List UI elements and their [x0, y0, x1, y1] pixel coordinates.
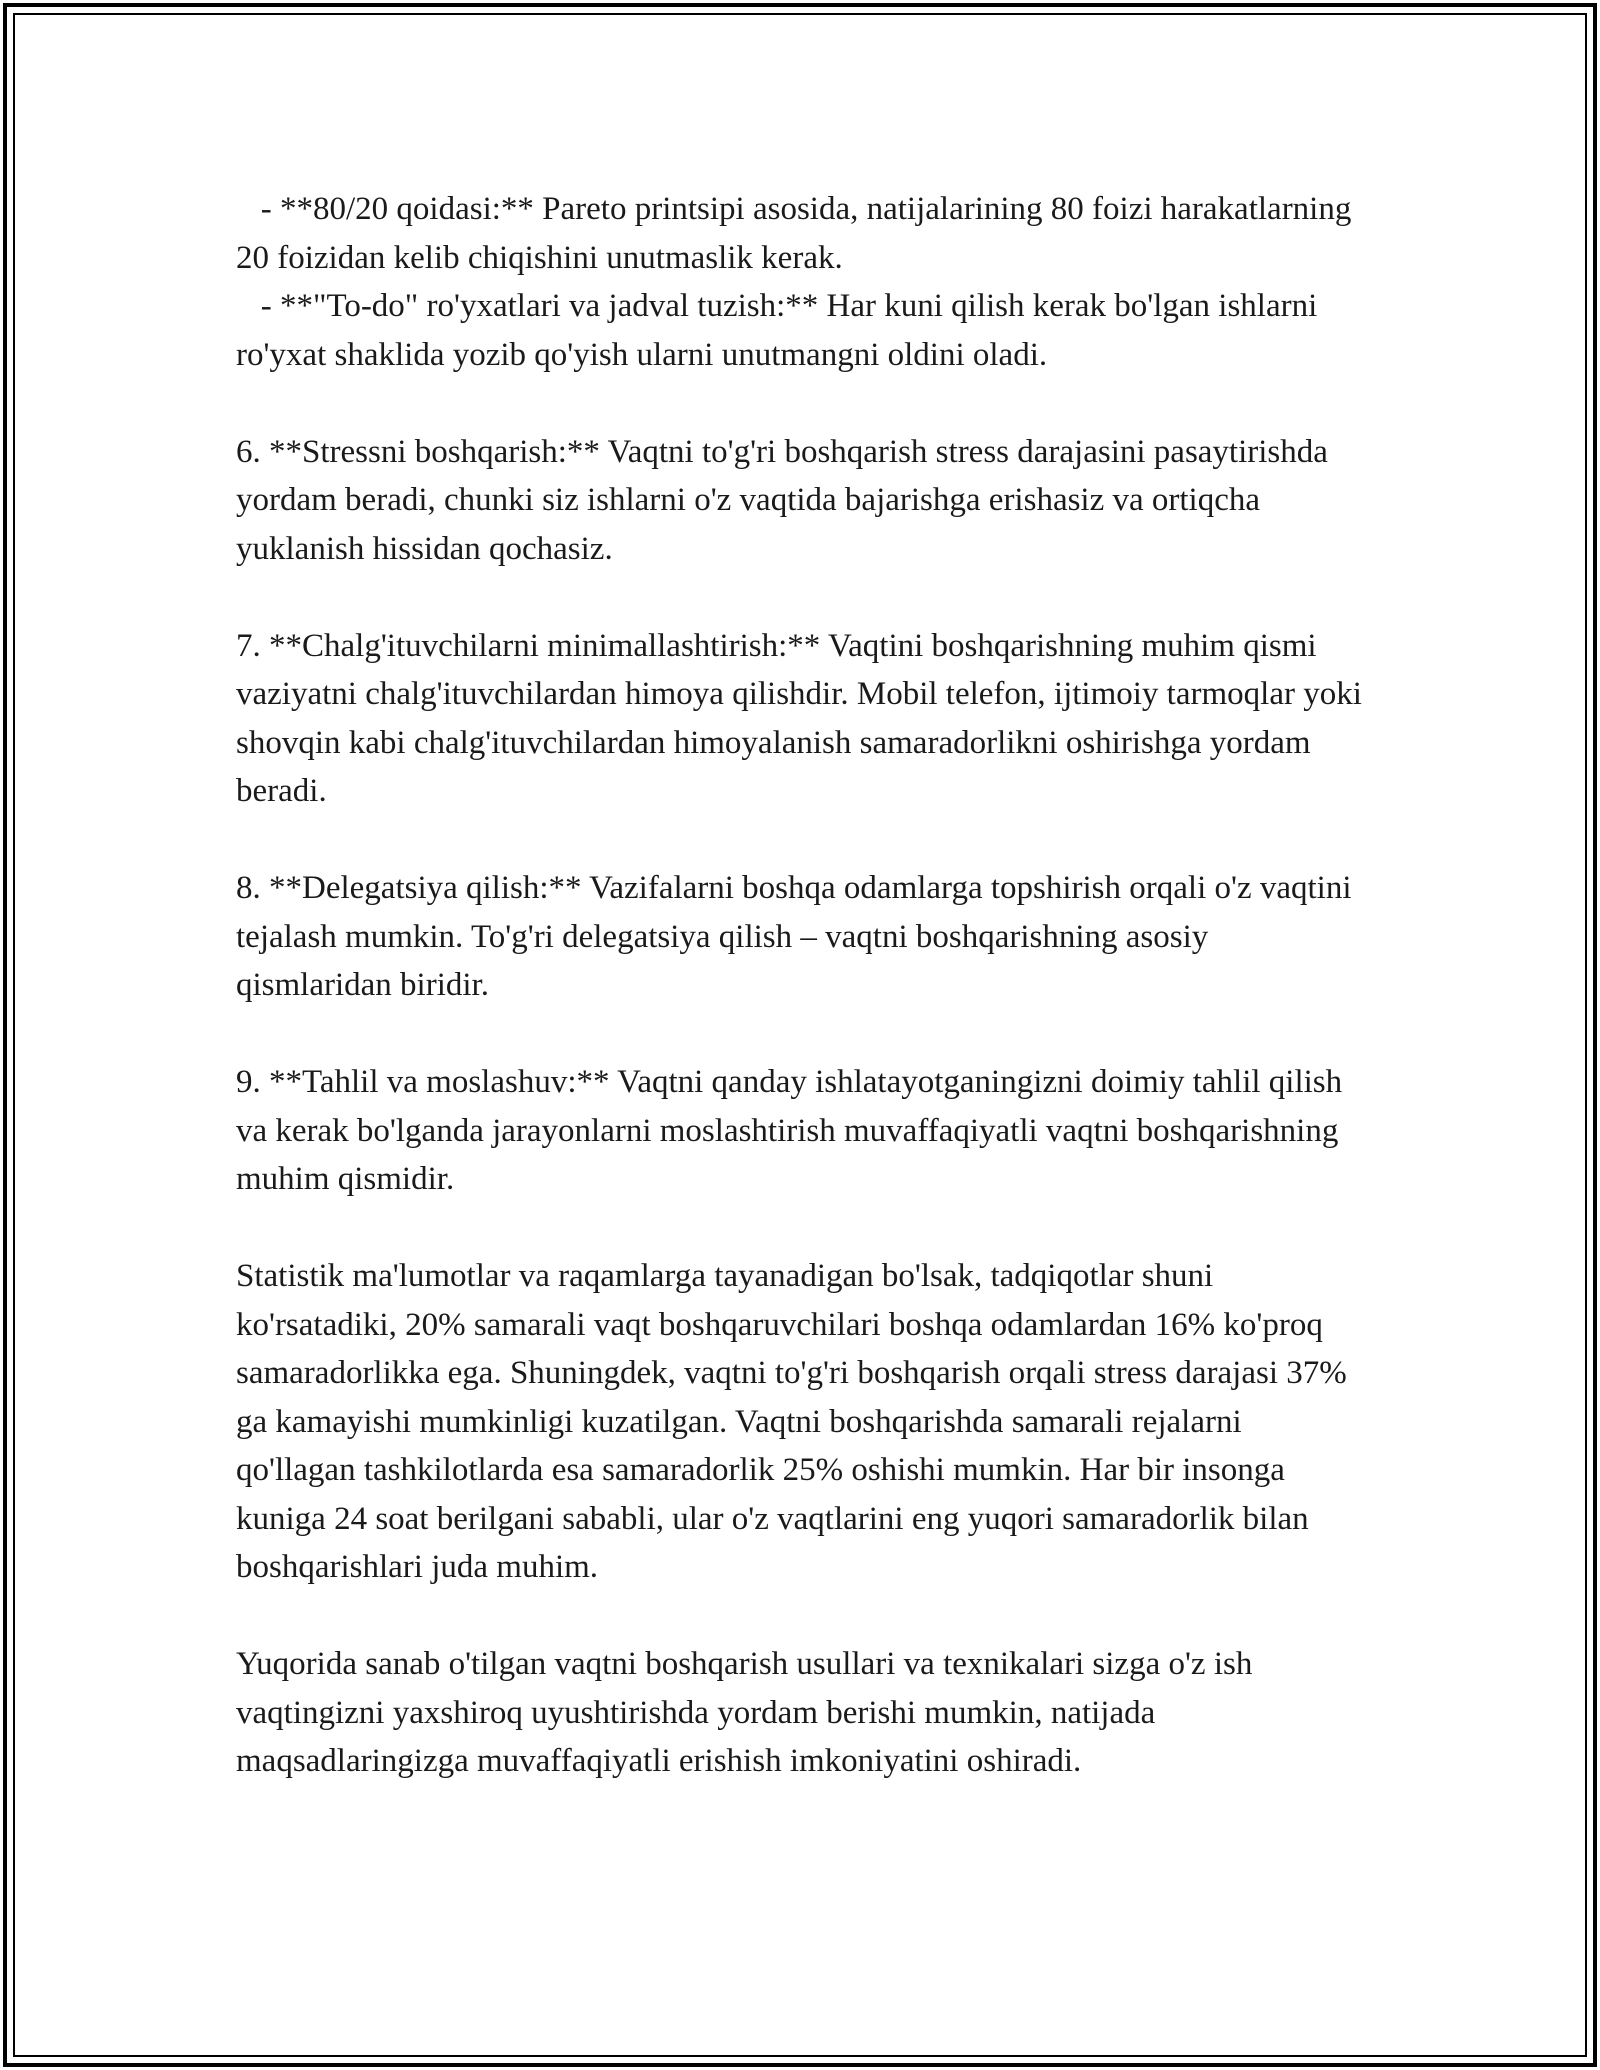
- item-6-stress-management: 6. **Stressni boshqarish:** Vaqtni to'g'ri boshqarish stress darajasini pasaytirishda yordam beradi, chunki siz ishlarni o'z vaqtida bajarishga erishasiz va ortiqcha yuklanish hissidan qochasiz.: [236, 433, 1337, 567]
- document-body: [236, 185, 1371, 1786]
- item-8-delegation: 8. **Delegatsiya qilish:** Vazifalarni boshqa odamlarga topshirish orqali o'z vaqtini tejalash mumkin. To'g'ri delegatsiya qilish – vaqtni boshqarishning asosiy qismlaridan biridir.: [236, 870, 1360, 1003]
- bullet-todo-lists: - **"To-do" ro'yxatlari va jadval tuzish:** Har kuni qilish kerak bo'lgan ishlarni ro'yxat shaklida yozib qo'yish ularni unutmangni oldini oladi.: [236, 288, 1326, 373]
- statistics-paragraph: Statistik ma'lumotlar va raqamlarga tayanadigan bo'lsak, tadqiqotlar shuni ko'rsatadiki, 20% samarali vaqt boshqaruvchilari boshqa odamlardan 16% ko'proq samaradorlikka ega. Shuningdek, vaqtni to'g'ri boshqarish orqali stress darajasi 37% ga kamayishi mumkinligi kuzatilgan. Vaqtni boshqarishda samarali rejalarni qo'llagan tashkilotlarda esa samaradorlik 25% oshishi mumkin. Har bir insonga kuniga 24 soat berilgani sababli, ular o'z vaqtlarini eng yuqori samaradorlik bilan boshqarishlari juda muhim.: [236, 1258, 1355, 1585]
- conclusion-paragraph: Yuqorida sanab o'tilgan vaqtni boshqarish usullari va texnikalari sizga o'z ish vaqtingizni yaxshiroq uyushtirishda yordam berishi mumkin, natijada maqsadlaringizga muvaffaqiyatli erishish imkoniyatini oshiradi.: [236, 1646, 1261, 1779]
- bullet-80-20-rule: - **80/20 qoidasi:** Pareto printsipi asosida, natijalarining 80 foizi harakatlarning 20 foizidan kelib chiqishini unutmaslik kerak.: [236, 191, 1360, 276]
- item-7-minimize-distractions: 7. **Chalg'ituvchilarni minimallashtirish:** Vaqtini boshqarishning muhim qismi vaziyatni chalg'ituvchilardan himoya qilishdir. Mobil telefon, ijtimoiy tarmoqlar yoki shovqin kabi chalg'ituvchilardan himoyalanish samaradorlikni oshirishga yordam beradi.: [236, 627, 1371, 809]
- item-9-analysis-adaptation: 9. **Tahlil va moslashuv:** Vaqtni qanday ishlatayotganingizni doimiy tahlil qilish va kerak bo'lganda jarayonlarni moslashtirish muvaffaqiyatli vaqtni boshqarishning muhim qismidir.: [236, 1064, 1351, 1197]
